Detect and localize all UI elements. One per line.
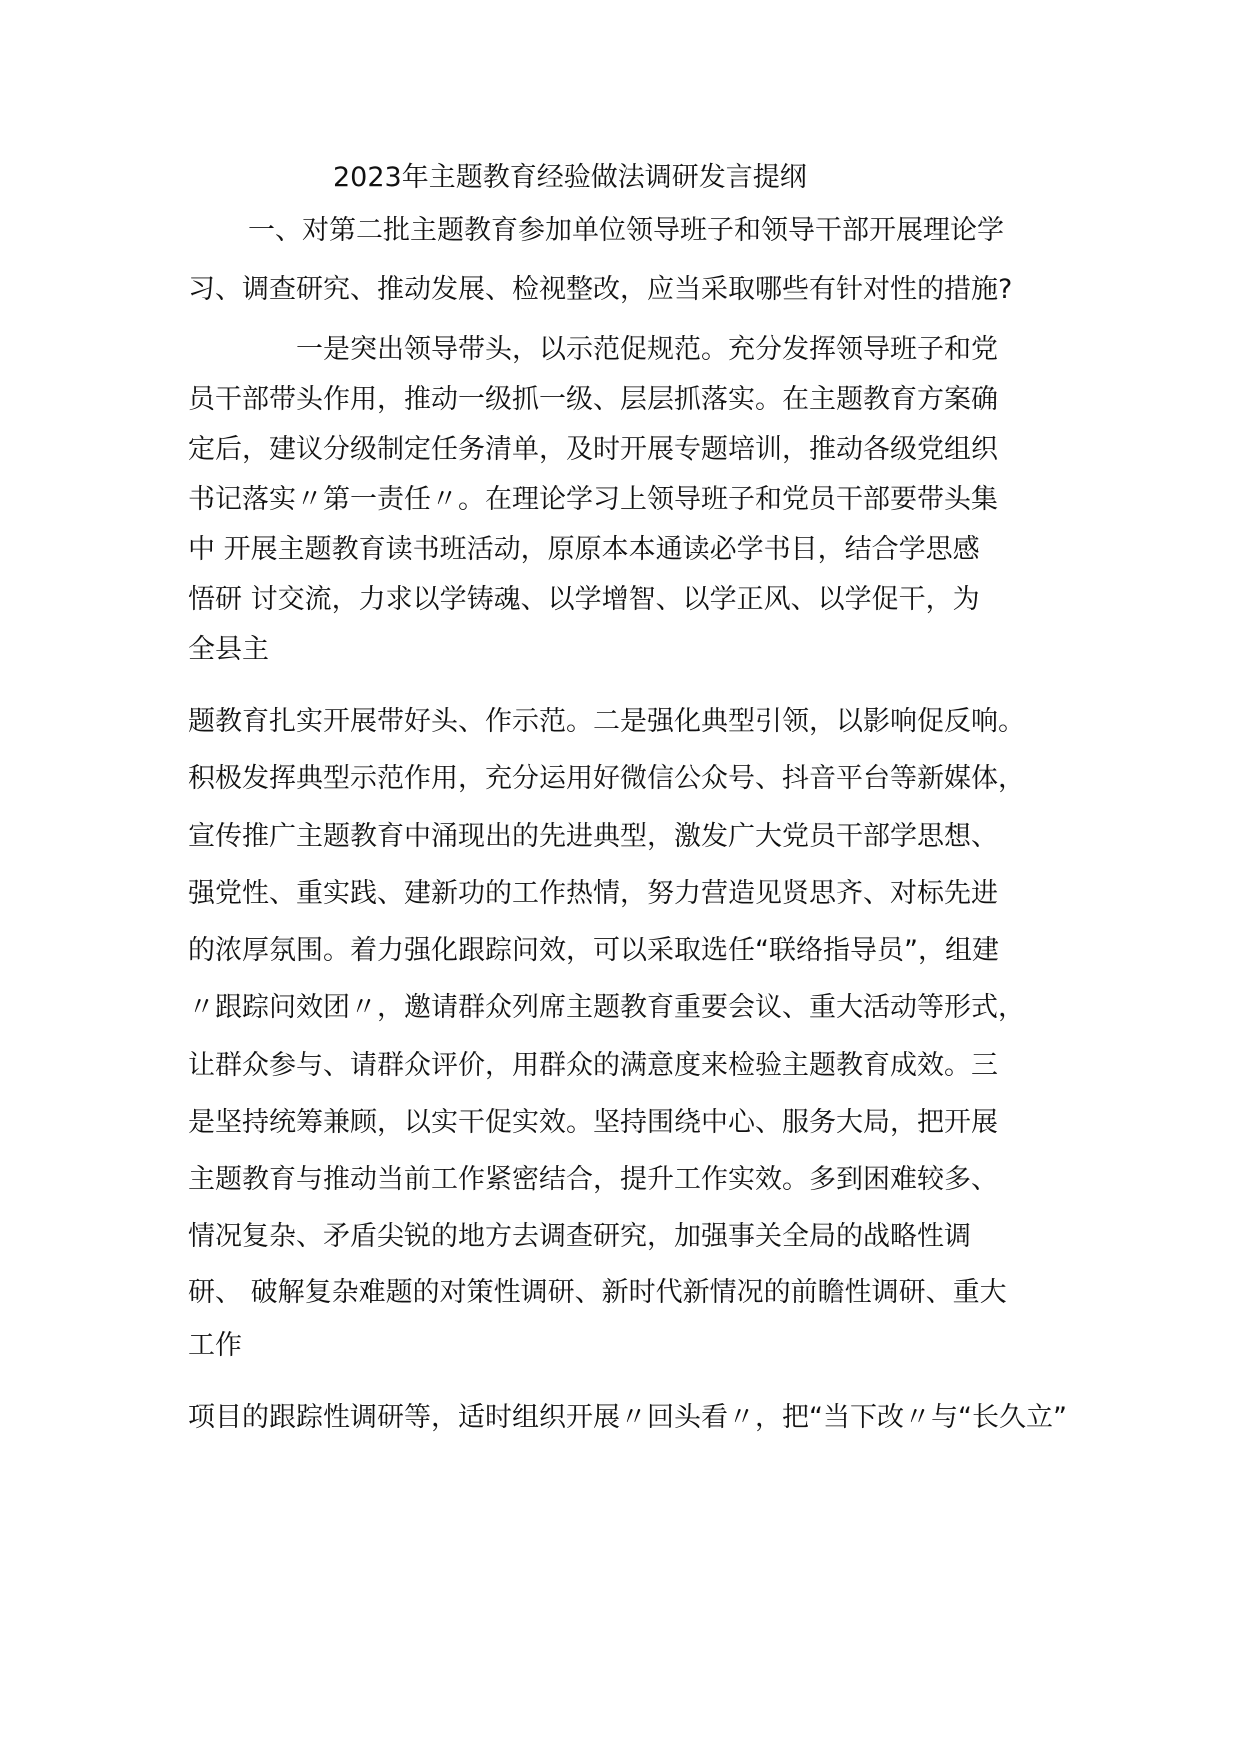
text-line: 一、对第二批主题教育参加单位领导班子和领导干部开展理论学	[248, 215, 1004, 246]
text-line: 让群众参与、请群众评价，用群众的满意度来检验主题教育成效。三	[188, 1050, 998, 1081]
text-line: 主题教育与推动当前工作紧密结合，提升工作实效。多到困难较多、	[188, 1164, 998, 1195]
text-line: 题教育扎实开展带好头、作示范。二是强化典型引领，以影响促反响。	[188, 706, 1025, 737]
text-line: 员干部带头作用，推动一级抓一级、层层抓落实。在主题教育方案确	[188, 384, 998, 415]
text-line: 是坚持统筹兼顾，以实干促实效。坚持围绕中心、服务大局，把开展	[188, 1107, 998, 1138]
text-line: 的浓厚氛围。着力强化跟踪问效，可以采取选任“联络指导员”，组建	[188, 935, 999, 966]
document-title: 2023年主题教育经验做法调研发言提纲	[333, 162, 807, 193]
text-line: 宣传推广主题教育中涌现出的先进典型，激发广大党员干部学思想、	[188, 821, 998, 852]
text-line: 一是突出领导带头，以示范促规范。充分发挥领导班子和党	[296, 334, 998, 365]
text-line: 悟研 讨交流，力求以学铸魂、以学增智、以学正风、以学促干，为	[188, 584, 980, 615]
text-line: 强党性、重实践、建新功的工作热情，努力营造见贤思齐、对标先进	[188, 878, 998, 909]
text-line: 全县主	[188, 634, 269, 665]
text-line: 中 开展主题教育读书班活动，原原本本通读必学书目，结合学思感	[188, 534, 980, 565]
text-line: 项目的跟踪性调研等，适时组织开展〃回头看〃，把“当下改〃与“长久立”	[188, 1402, 1067, 1433]
text-line: 习、调查研究、推动发展、检视整改，应当采取哪些有针对性的措施?	[188, 274, 1013, 305]
text-line: 书记落实〃第一责任〃。在理论学习上领导班子和党员干部要带头集	[188, 484, 998, 515]
text-line: 〃跟踪问效团〃，邀请群众列席主题教育重要会议、重大活动等形式，	[188, 992, 1025, 1023]
text-line: 工作	[188, 1330, 242, 1361]
text-line: 研、 破解复杂难题的对策性调研、新时代新情况的前瞻性调研、重大	[188, 1277, 1007, 1308]
text-line: 情况复杂、矛盾尖锐的地方去调查研究，加强事关全局的战略性调	[188, 1221, 971, 1252]
text-line: 定后，建议分级制定任务清单，及时开展专题培训，推动各级党组织	[188, 434, 998, 465]
text-line: 积极发挥典型示范作用，充分运用好微信公众号、抖音平台等新媒体，	[188, 763, 1025, 794]
